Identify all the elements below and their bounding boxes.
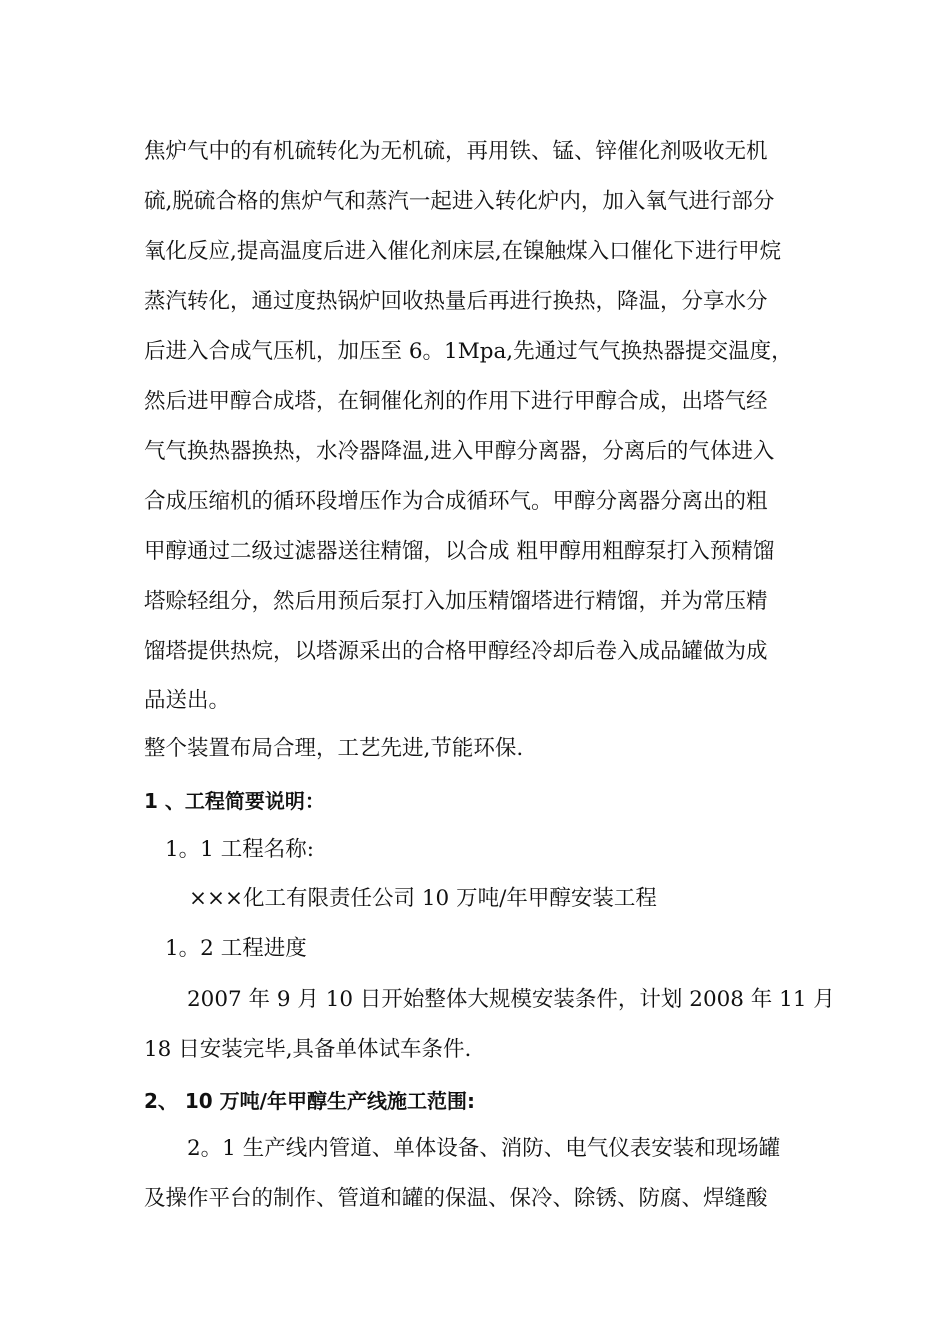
body-line: 后进入合成气压机，加压至 6。1Mpa,先通过气气换热器提交温度， bbox=[144, 339, 793, 364]
body-line: 焦炉气中的有机硫转化为无机硫，再用铁、锰、锌催化剂吸收无机 bbox=[144, 139, 768, 164]
body-line: 氧化反应,提高温度后进入催化剂床层,在镍触煤入口催化下进行甲烷 bbox=[144, 239, 782, 264]
body-line: 气气换热器换热，水冷器降温,进入甲醇分离器，分离后的气体进入 bbox=[144, 439, 775, 464]
body-line: 蒸汽转化，通过度热锅炉回收热量后再进行换热，降温，分享水分 bbox=[144, 289, 768, 314]
summary-line: 整个装置布局合理，工艺先进,节能环保. bbox=[144, 736, 524, 761]
section2-heading: 2、 10 万吨/年甲醇生产线施工范围: bbox=[144, 1089, 475, 1113]
body-line: 硫,脱硫合格的焦炉气和蒸汽一起进入转化炉内，加入氧气进行部分 bbox=[144, 189, 775, 214]
body-line: 品送出。 bbox=[144, 688, 231, 713]
body-line: 馏塔提供热烷，以塔源采出的合格甲醇经冷却后卷入成品罐做为成 bbox=[144, 639, 768, 664]
section1-sub2-heading: 1。2 工程进度 bbox=[165, 936, 307, 961]
schedule-line: 2007 年 9 月 10 日开始整体大规模安装条件，计划 2008 年 11 月 bbox=[187, 987, 835, 1012]
section1-sub1-heading: 1。1 工程名称: bbox=[165, 837, 314, 862]
body-line: 甲醇通过二级过滤器送往精馏，以合成 粗甲醇用粗醇泵打入预精馏 bbox=[144, 539, 775, 564]
section1-heading: 1 、工程简要说明： bbox=[144, 789, 325, 813]
project-name: ×××化工有限责任公司 10 万吨/年甲醇安装工程 bbox=[189, 886, 657, 911]
schedule-line: 18 日安装完毕,具备单体试车条件. bbox=[144, 1037, 472, 1062]
scope-line: 2。1 生产线内管道、单体设备、消防、电气仪表安装和现场罐 bbox=[187, 1136, 781, 1161]
body-line: 塔赊轻组分，然后用预后泵打入加压精馏塔进行精馏，并为常压精 bbox=[144, 589, 768, 614]
body-line: 然后进甲醇合成塔，在铜催化剂的作用下进行甲醇合成，出塔气经 bbox=[144, 389, 768, 414]
scope-line: 及操作平台的制作、管道和罐的保温、保冷、除锈、防腐、焊缝酸 bbox=[144, 1186, 768, 1211]
body-line: 合成压缩机的循环段增压作为合成循环气。甲醇分离器分离出的粗 bbox=[144, 489, 768, 514]
